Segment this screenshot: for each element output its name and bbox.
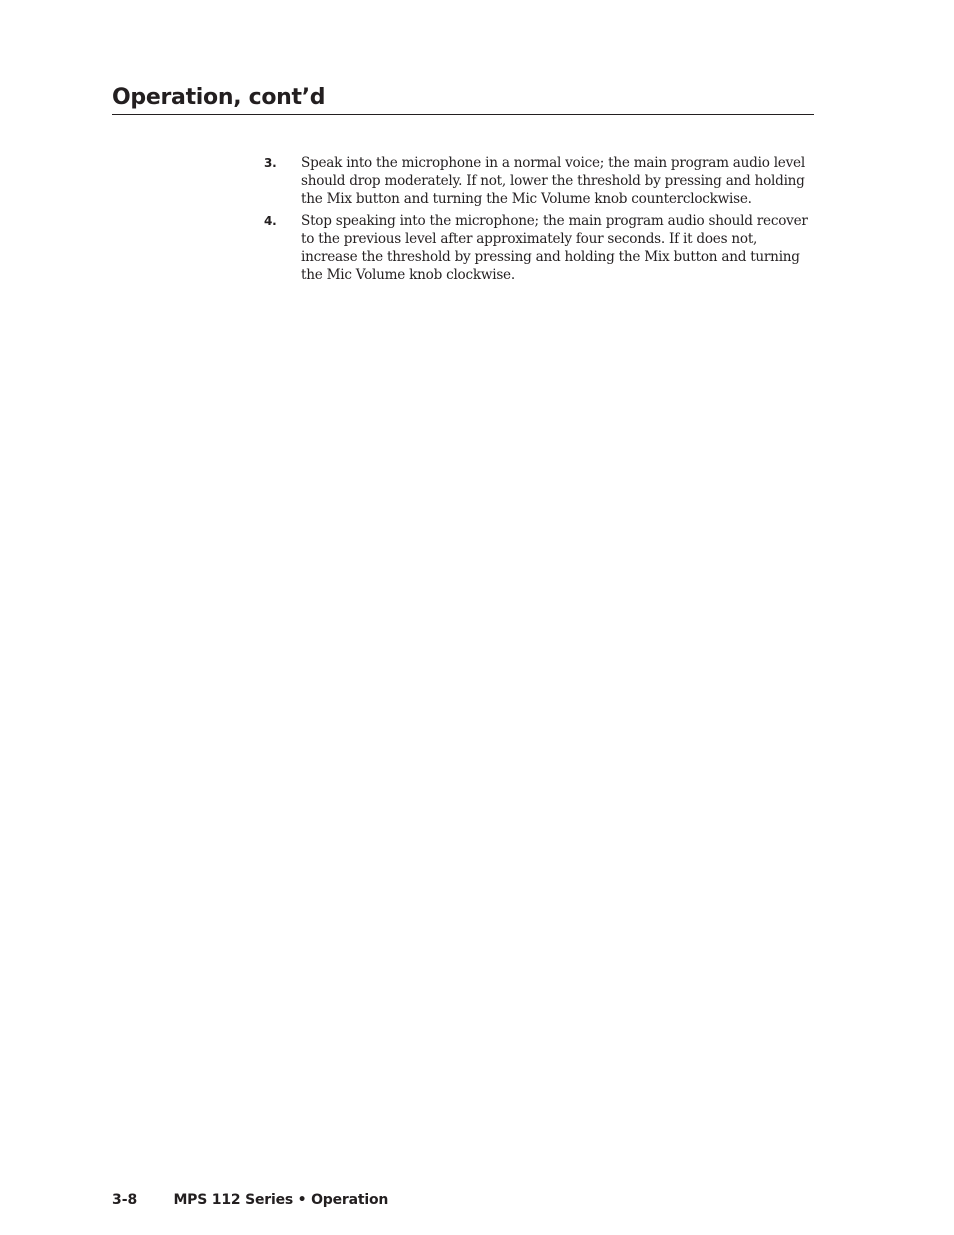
step-number: 3.	[264, 156, 277, 170]
step-text: Speak into the microphone in a normal voice; the main program audio level should drop moderately. If not, lower the threshold by pressing and holding the Mix button and turning the Mic Volume knob counterclockwise.	[301, 155, 805, 207]
procedure-steps	[264, 154, 816, 288]
step-item	[264, 154, 816, 208]
page-number: 3-8	[112, 1192, 138, 1208]
document-title: MPS 112 Series • Operation	[173, 1192, 389, 1208]
step-number: 4.	[264, 214, 277, 228]
step-text: Stop speaking into the microphone; the main program audio should recover to the previous level after approximately four seconds. If it does not, increase the threshold by pressing and holding the Mix button and turning the Mic Volume knob clockwise.	[301, 213, 808, 283]
title-divider	[112, 114, 814, 115]
page-title: Operation, cont’d	[112, 85, 326, 110]
page-footer	[112, 1191, 388, 1209]
step-item	[264, 212, 816, 284]
